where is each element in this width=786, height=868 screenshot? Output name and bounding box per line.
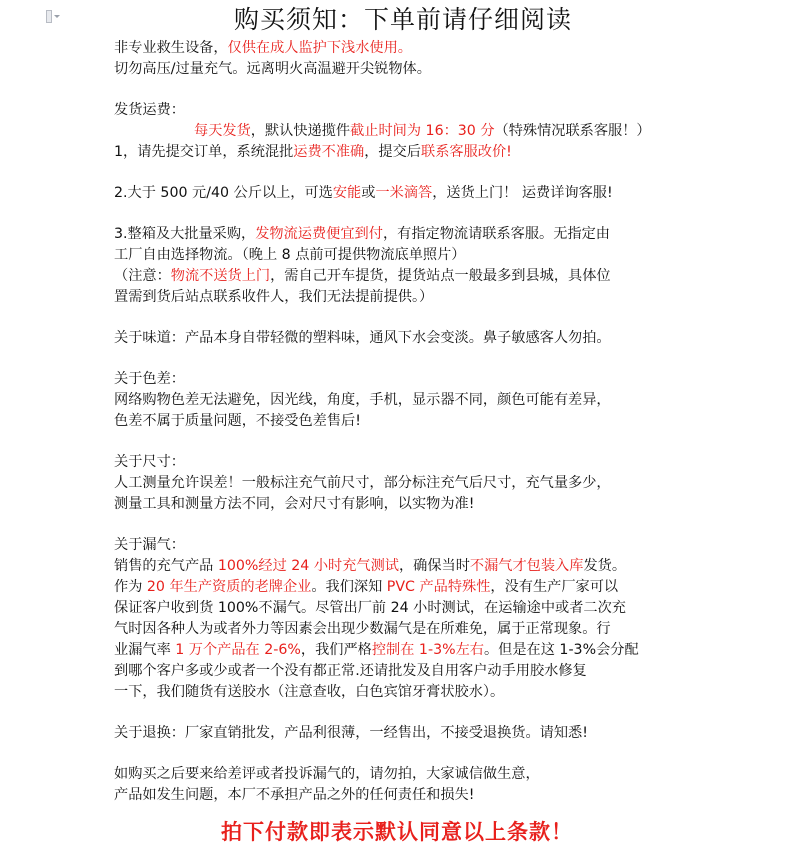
freight-highlight: 发物流运费便宜到付 (255, 226, 383, 242)
leak-line-2 (114, 577, 674, 598)
leak-pvc-highlight: PVC 产品特殊性 (386, 579, 491, 595)
color-line-2: 色差不属于质量问题，不接受色差售后! (114, 413, 361, 429)
intro-text: 非专业救生设备， (114, 40, 228, 56)
smell-line: 关于味道：产品本身自带轻微的塑料味，通风下水会变淡。鼻子敏感客人勿拍。 (114, 330, 611, 346)
shipping-cutoff-highlight: 截止时间为 16：30 分 (350, 123, 495, 139)
intro-line-1 (114, 38, 674, 59)
leak-text: 销售的充气产品 (114, 558, 218, 574)
leak-text: ，没有生产厂家可以 (490, 579, 619, 595)
terms-agreement-footer: 拍下付款即表示默认同意以上条款！ (221, 820, 573, 844)
leak-brand-highlight: 20 年生产资质的老牌企业 (146, 579, 312, 595)
shipping-line-2 (114, 142, 674, 163)
leak-text: 业漏气率 (114, 642, 176, 658)
intro-highlight: 仅供在成人监护下浅水使用。 (227, 40, 412, 56)
shipping-note: （特殊情况联系客服！） (494, 123, 651, 139)
leak-rate-highlight: 1 万个产品在 2-6% (175, 642, 301, 658)
shipping-point-3-line-2: 工厂自由选择物流。（晚上 8 点前可提供物流底单照片） (114, 247, 466, 263)
shipping-text: ，提交后 (364, 144, 421, 160)
leak-text: 发货。 (583, 558, 627, 574)
shipping-text: ，有指定物流请联系客服。无指定由 (382, 226, 610, 242)
shipping-heading: 发货运费： (114, 102, 185, 118)
shipping-point-3-line-3 (114, 266, 674, 287)
leak-test-highlight: 100%经过 24 小时充气测试 (217, 558, 399, 574)
shipping-line-1 (114, 121, 674, 142)
leak-text: ，确保当时 (398, 558, 470, 574)
leak-line-4: 气时因各种人为或者外力等因素会出现少数漏气是在所难免，属于正常现象。行 (114, 621, 611, 637)
leak-pack-highlight: 不漏气才包装入库 (469, 558, 584, 574)
shipping-text: ，需自己开车提货，提货站点一般最多到县城，具体位 (270, 268, 611, 284)
leak-text: 。但是在这 1-3%会分配 (483, 642, 639, 658)
shipping-text: 2.大于 500 元/40 公斤以上，可选 (114, 185, 333, 201)
leak-line-5 (114, 640, 674, 661)
page-title: 购买须知：下单前请仔细阅读 (233, 5, 572, 34)
leak-text: ，我们严格 (300, 642, 372, 658)
leak-line-3: 保证客户收到货 100%不漏气。尽管出厂前 24 小时测试，在运输途中或者二次充 (114, 600, 626, 616)
leak-line-7: 一下，我们随货有送胶水（注意查收，白色宾馆牙膏状胶水）。 (114, 684, 505, 700)
shipping-text: ，送货上门！ 运费详询客服! (432, 185, 613, 201)
leak-line-1 (114, 556, 674, 577)
closing-line-1: 如购买之后要来给差评或者投诉漏气的，请勿拍，大家诚信做生意， (114, 766, 540, 782)
shipping-text: 3.整箱及大批量采购， (114, 226, 256, 242)
closing-line-2: 产品如发生问题，本厂不承担产品之外的任何责任和损失! (114, 787, 475, 803)
shipping-text: ，默认快递揽件 (250, 123, 351, 139)
leak-line-6: 到哪个客户多或少或者一个没有都正常.还请批发及自用客户动手用胶水修复 (114, 663, 587, 679)
shipping-text: 1，请先提交订单，系统混批 (114, 144, 294, 160)
returns-line: 关于退换：厂家直销批发，产品利很薄，一经售出，不接受退换货。请知悉! (114, 725, 588, 741)
intro-line-2: 切勿高压/过量充气。远离明火高温避开尖锐物体。 (114, 61, 431, 77)
shipping-text: 或 (361, 185, 376, 201)
shipping-point-2 (114, 183, 674, 204)
no-delivery-highlight: 物流不送货上门 (170, 268, 271, 284)
leak-control-highlight: 控制在 1-3%左右 (371, 642, 484, 658)
shipping-point-3-line-4: 置需到货后站点联系收件人，我们无法提前提供。） (114, 289, 434, 305)
shipping-daily-highlight: 每天发货 (194, 123, 251, 139)
size-heading: 关于尺寸： (114, 454, 185, 470)
notice-body (114, 38, 674, 806)
leak-text: 作为 (114, 579, 147, 595)
size-line-1: 人工测量允许误差！一般标注充气前尺寸，部分标注充气后尺寸，充气量多少， (114, 475, 611, 491)
color-heading: 关于色差： (114, 371, 185, 387)
color-line-1: 网络购物色差无法避免，因光线，角度，手机，显示器不同，颜色可能有差异， (114, 392, 611, 408)
shipping-contact-highlight: 联系客服改价! (421, 144, 512, 160)
carrier-highlight: 一米滴答 (375, 185, 433, 201)
leak-text: 。我们深知 (311, 579, 387, 595)
shipping-fee-highlight: 运费不准确 (293, 144, 365, 160)
leak-heading: 关于漏气： (114, 537, 185, 553)
carrier-highlight: 安能 (332, 185, 362, 201)
shipping-point-3-line-1 (114, 224, 674, 245)
size-line-2: 测量工具和测量方法不同，会对尺寸有影响，以实物为准! (114, 496, 475, 512)
shipping-text: （注意： (114, 268, 171, 284)
